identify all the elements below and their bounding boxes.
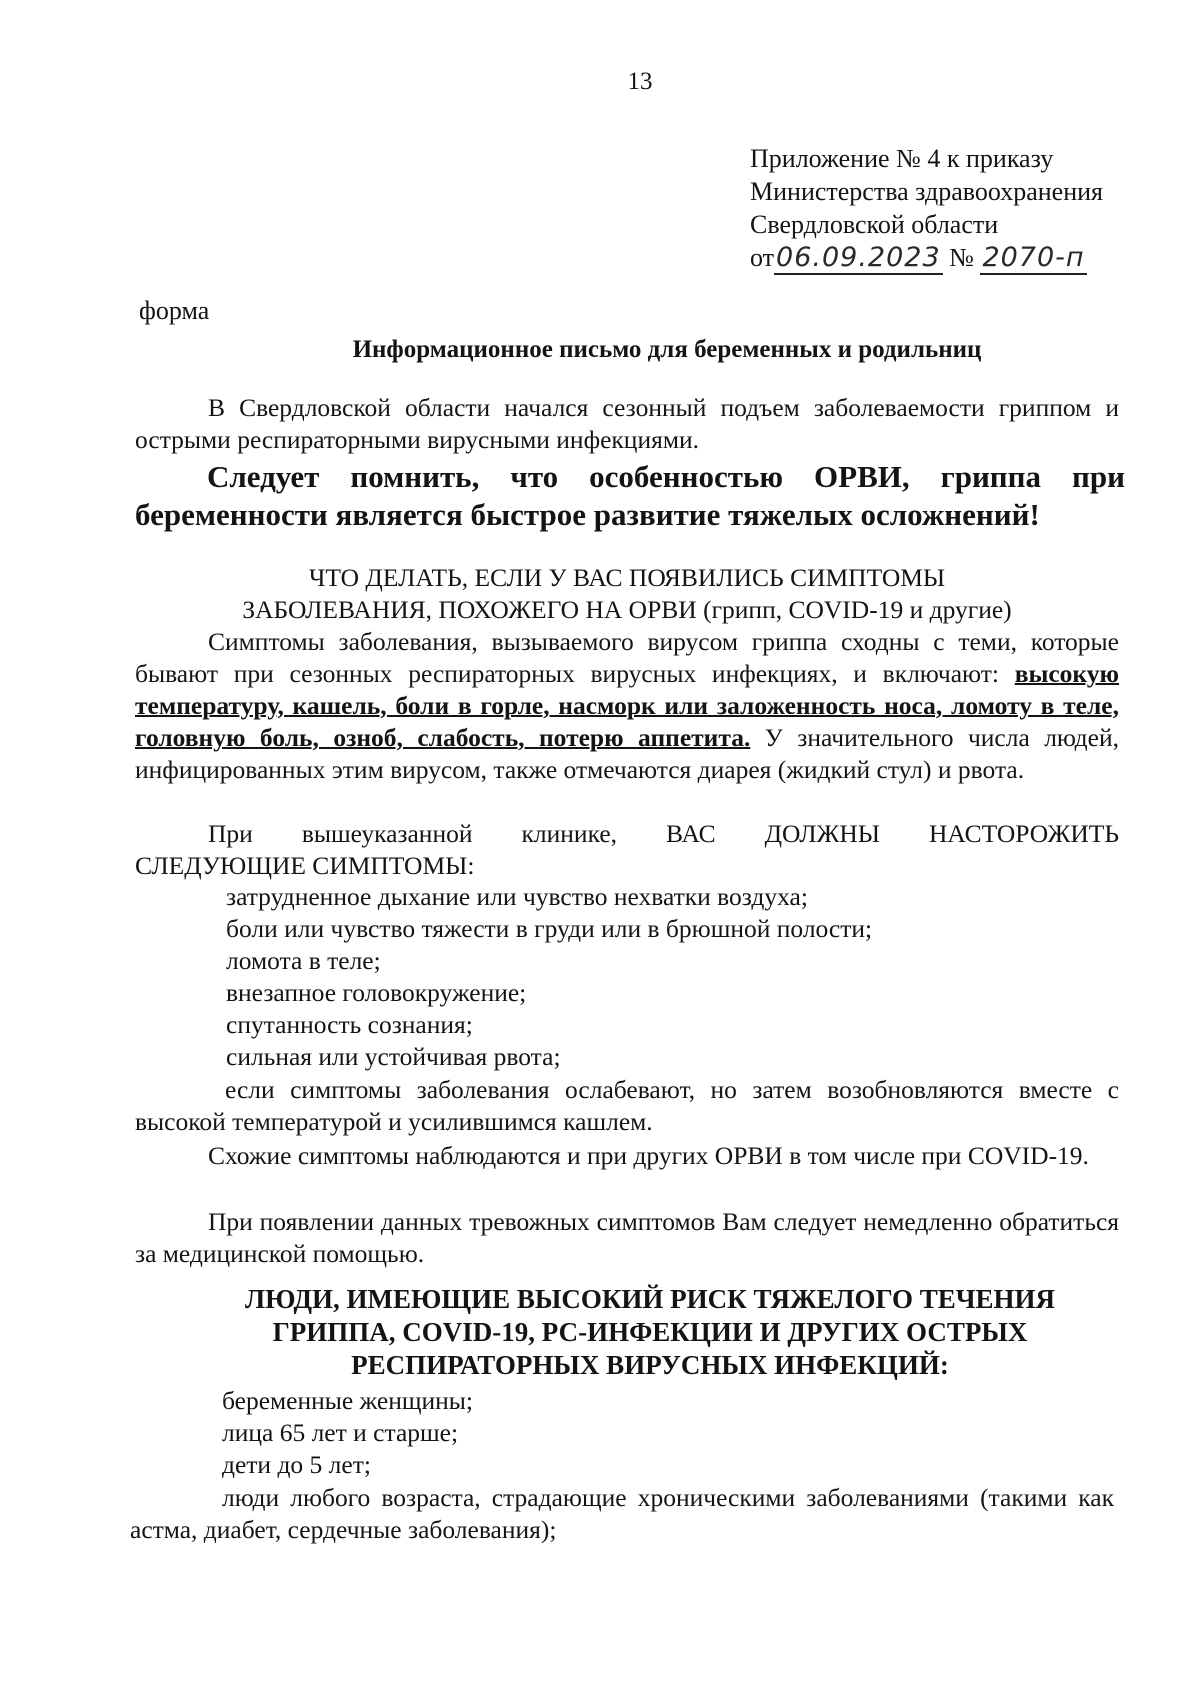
intro-paragraph <box>135 392 1119 456</box>
appendix-date-line <box>750 241 1103 274</box>
form-label: форма <box>139 296 210 325</box>
page-number: 13 <box>627 68 653 95</box>
similar-symptoms-text: Схожие симптомы наблюдаются и при других ОРВИ в том числе при COVID-19. <box>208 1141 1089 1170</box>
risk-heading-line-3: РЕСПИРАТОРНЫХ ВИРУСНЫХ ИНФЕКЦИЙ: <box>351 1350 949 1380</box>
chronic-text: люди любого возраста, страдающие хроническими заболеваниями (такими как астма, диабет, сердечные заболевания); <box>130 1483 1114 1544</box>
risk-group-item: дети до 5 лет; <box>222 1450 371 1479</box>
appendix-line-3: Свердловской области <box>750 210 999 239</box>
recurrence-paragraph <box>135 1074 1119 1138</box>
handwritten-order-number: 2070-п <box>982 242 1085 273</box>
symptoms-heading <box>135 562 1119 626</box>
alert-intro-line-2: СЛЕДУЮЩИЕ СИМПТОМЫ: <box>135 851 475 880</box>
symptoms-list-underlined: высокую температуру, кашель, боли в горле, насморк или заложенность носа, ломоту в теле, головную боль, озноб, слабость, потерю аппетита. <box>135 659 1120 752</box>
alert-symptom-item: внезапное головокружение; <box>226 978 527 1007</box>
alert-symptom-item: спутанность сознания; <box>226 1010 473 1039</box>
similar-symptoms-paragraph <box>135 1140 1119 1172</box>
alert-symptom-item: ломота в теле; <box>226 946 381 975</box>
warning-line-1: Следует помнить, что особенностью ОРВИ, гриппа при <box>207 459 1125 494</box>
handwritten-date: 06.09.2023 <box>776 242 941 273</box>
appendix-line-1: Приложение № 4 к приказу <box>750 144 1054 173</box>
risk-groups-heading <box>135 1283 1165 1382</box>
symptoms-heading-line-1: ЧТО ДЕЛАТЬ, ЕСЛИ У ВАС ПОЯВИЛИСЬ СИМПТОМЫ <box>308 563 946 592</box>
appendix-line-2: Министерства здравоохранения <box>750 177 1103 206</box>
warning-statement <box>135 458 1125 534</box>
intro-text: В Свердловской области начался сезонный подъем заболеваемости гриппом и острыми респираторными вирусными инфекциями. <box>135 393 1119 454</box>
alert-symptom-item: сильная или устойчивая рвота; <box>226 1042 561 1071</box>
symptoms-lead: Симптомы заболевания, вызываемого вирусом гриппа сходны с теми, которые бывают при сезонных респираторных вирусных инфекциях, и включают: <box>135 627 1119 688</box>
alert-symptom-item: боли или чувство тяжести в груди или в брюшной полости; <box>226 914 873 943</box>
date-prefix: от <box>750 243 775 272</box>
risk-heading-line-1: ЛЮДИ, ИМЕЮЩИЕ ВЫСОКИЙ РИСК ТЯЖЕЛОГО ТЕЧЕНИЯ <box>244 1284 1056 1314</box>
symptoms-tail: У значительного числа людей, инфицированных этим вирусом, также отмечаются диарея (жидкий стул) и рвота. <box>135 723 1119 784</box>
symptoms-heading-line-2: ЗАБОЛЕВАНИЯ, ПОХОЖЕГО НА ОРВИ (грипп, COVID-19 и другие) <box>242 595 1012 624</box>
alert-intro-line-1: При вышеуказанной клинике, ВАС ДОЛЖНЫ НАСТОРОЖИТЬ <box>208 819 1119 848</box>
document-title: Информационное письмо для беременных и родильниц <box>352 336 982 363</box>
risk-group-item: лица 65 лет и старше; <box>222 1418 459 1447</box>
warning-line-2: беременности является быстрое развитие тяжелых осложнений! <box>135 497 1040 532</box>
risk-group-item: беременные женщины; <box>222 1386 473 1415</box>
alert-intro <box>135 818 1119 882</box>
appendix-reference <box>750 142 1103 274</box>
number-prefix: № <box>949 243 974 272</box>
risk-heading-line-2: ГРИППА, COVID-19, РС-ИНФЕКЦИИ И ДРУГИХ ОСТРЫХ <box>272 1317 1028 1347</box>
recurrence-text: если симптомы заболевания ослабевают, но затем возобновляются вместе с высокой температурой и усилившимся кашлем. <box>135 1075 1119 1136</box>
alert-symptom-item: затрудненное дыхание или чувство нехватки воздуха; <box>226 882 808 911</box>
chronic-conditions-paragraph <box>130 1482 1114 1546</box>
seek-help-paragraph <box>135 1206 1119 1270</box>
symptoms-paragraph <box>135 626 1119 786</box>
seek-help-text: При появлении данных тревожных симптомов Вам следует немедленно обратиться за медицинской помощью. <box>135 1207 1119 1268</box>
